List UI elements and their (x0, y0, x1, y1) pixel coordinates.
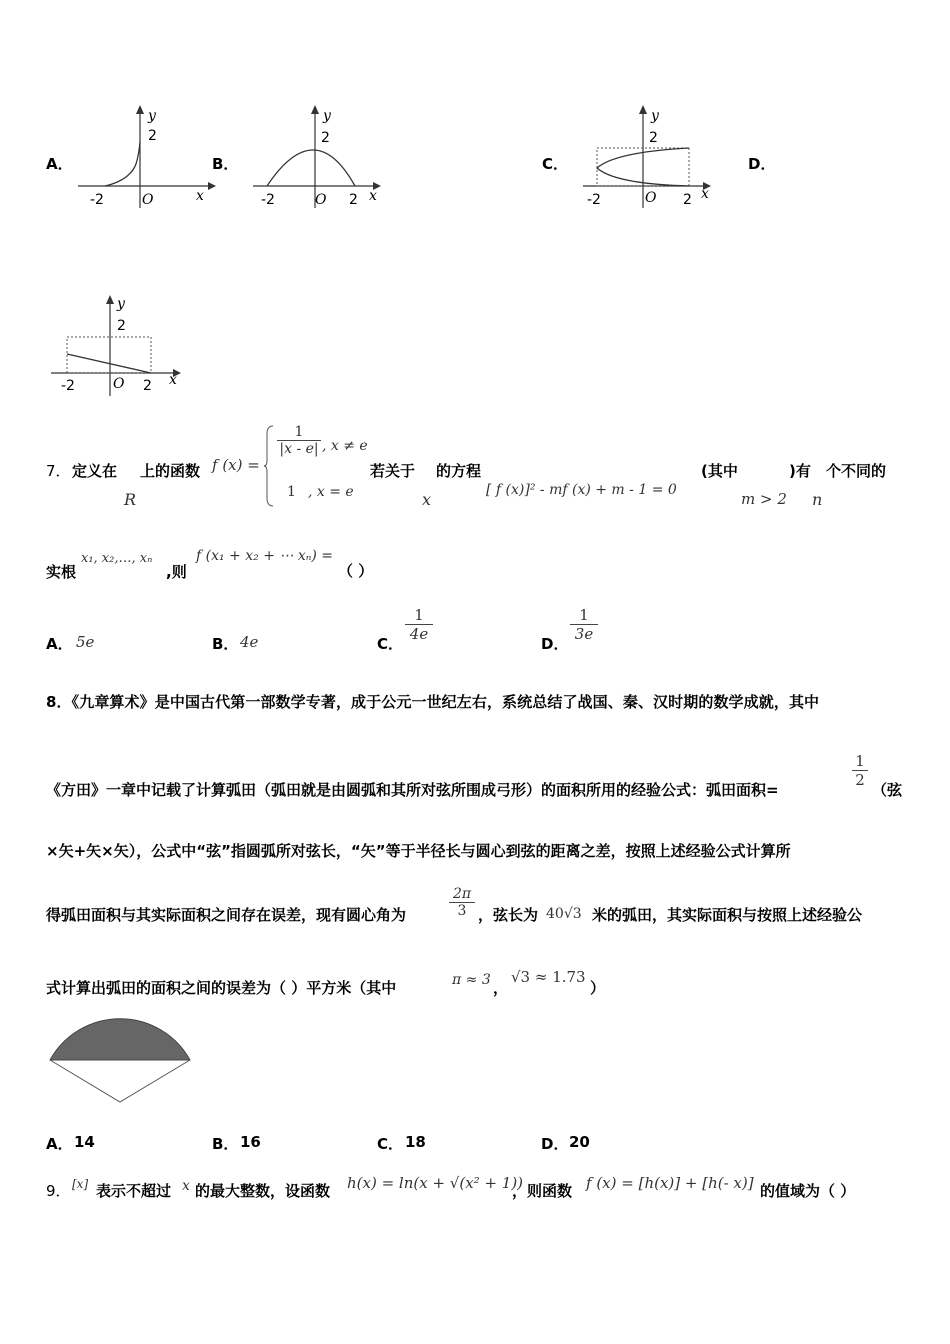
q8-chord: 40√3 (546, 906, 582, 922)
q9-text-3: ，则函数 (512, 1182, 573, 1200)
q8-sqrt-approx: √3 ≈ 1.73 (511, 968, 586, 986)
curve (267, 150, 355, 186)
q8-half-num: 1 (852, 752, 868, 771)
q7-option-b-value: 4e (240, 633, 259, 651)
q7-text-3: 若关于 (370, 462, 416, 480)
x-label: x (701, 186, 709, 202)
q8-half-den: 2 (855, 771, 865, 789)
y-label: y (651, 108, 659, 124)
q8-line-2: 《方田》一章中记载了计算弧田（弧田就是由圆弧和其所对弦所围成弓形）的面积所用的经验公式：弧田面积= (46, 781, 779, 799)
tick-2: 2 (148, 128, 157, 144)
q9-text-1: 表示不超过 (96, 1182, 172, 1200)
graph-b (245, 100, 395, 212)
arc-field-figure (44, 1018, 196, 1108)
piece1-condition: , x ≠ e (322, 438, 368, 454)
option-c-label: C． (542, 155, 569, 173)
q7-text-8: 实根 (46, 563, 77, 581)
q7-option-c-label: C． (377, 635, 404, 653)
tick-pos2: 2 (143, 378, 152, 394)
q8-line-4b: ，弦长为 (478, 906, 539, 924)
x-label: x (369, 188, 377, 204)
q7-option-c-num: 1 (405, 606, 433, 625)
origin-label: O (113, 376, 125, 392)
q8-comma: ， (493, 979, 509, 997)
q8-line-3: ×矢+矢×矢），公式中“弦”指圆弧所对弦长，“矢”等于半径长与圆心到弦的距离之差，按照上述经验公式计算所 (46, 842, 791, 860)
q8-option-b-label: B． (212, 1135, 239, 1153)
piecewise-brace-icon (264, 424, 274, 508)
q7-option-d-den: 3e (574, 625, 594, 643)
q7-option-d-num: 1 (570, 606, 598, 625)
option-b-label: B． (212, 155, 239, 173)
tick-pos2: 2 (683, 192, 692, 208)
q8-pi-approx: π ≈ 3 (452, 972, 491, 988)
q7-option-b-label: B． (212, 635, 239, 653)
q8-angle-num: 2π (449, 886, 475, 903)
q7-roots: x₁, x₂,…, xₙ (81, 551, 153, 566)
q8-line-1: 8．《九章算术》是中国古代第一部数学专著，成于公元一世纪左右，系统总结了战国、秦、汉时期的数学成就，其中 (46, 693, 820, 711)
q8-option-c-value: 18 (405, 1133, 426, 1151)
q8-option-c-label: C． (377, 1135, 404, 1153)
q9-text-2: 的最大整数，设函数 (195, 1182, 331, 1200)
tick-neg2: -2 (90, 192, 104, 208)
q7-option-d-fraction (570, 606, 598, 643)
q8-angle-den: 3 (457, 903, 467, 919)
q8-option-a-value: 14 (74, 1133, 95, 1151)
q7-domain: R (124, 490, 137, 509)
q9-number: 9． (46, 1182, 71, 1200)
q7-option-a-label: A． (46, 635, 73, 653)
q9-h-function: h(x) = ln(x + √(x² + 1)) (347, 1174, 524, 1192)
graph-a (70, 100, 220, 212)
y-arrow-icon (106, 295, 114, 304)
y-label: y (323, 108, 331, 124)
q7-expression: f (x₁ + x₂ + ⋯ xₙ) = (196, 548, 334, 564)
q7-text-7: 个不同的 (826, 462, 887, 480)
q7-condition: m > 2 (741, 490, 787, 508)
q8-option-b-value: 16 (240, 1133, 261, 1151)
q7-equation: [ f (x)]² - mf (x) + m - 1 = 0 (486, 482, 677, 498)
q8-option-d-value: 20 (569, 1133, 590, 1151)
q8-line-5-end: ） (590, 979, 606, 997)
q8-option-d-label: D． (541, 1135, 569, 1153)
q7-fx: f (x) = (212, 456, 260, 474)
tick-2: 2 (321, 130, 330, 146)
q9-f-function: f (x) = [h(x)] + [h(- x)] (586, 1174, 754, 1192)
q7-text-2: 上的函数 (140, 462, 201, 480)
q7-var-n: n (812, 490, 823, 509)
q7-option-c-den: 4e (409, 625, 429, 643)
q7-option-c-fraction (405, 606, 433, 643)
piece1-den: |x - e| (279, 441, 319, 457)
x-arrow-icon (208, 182, 216, 190)
origin-label: O (645, 190, 657, 206)
q7-number: 7． (46, 462, 71, 480)
tick-neg2: -2 (587, 192, 601, 208)
tick-neg2: -2 (61, 378, 75, 394)
tick-neg2: -2 (261, 192, 275, 208)
piece1-num: 1 (277, 424, 321, 441)
q7-answer-paren: （ ） (338, 562, 374, 580)
graph-c (575, 100, 725, 212)
y-arrow-icon (311, 105, 319, 114)
q8-line-4c: 米的弧田，其实际面积与按照上述经验公 (592, 906, 863, 924)
q7-text-1: 定义在 (72, 462, 118, 480)
q9-text-4: 的值域为（ ） (760, 1182, 856, 1200)
arc-segment (50, 1019, 190, 1060)
q7-text-9: ,则 (166, 563, 187, 581)
q8-line-5a: 式计算出弧田的面积之间的误差为（ ）平方米（其中 (46, 979, 397, 997)
option-a-label: A． (46, 155, 73, 173)
y-label: y (148, 108, 156, 124)
origin-label: O (315, 192, 327, 208)
radius-lines (50, 1060, 190, 1102)
graph-d (45, 290, 195, 402)
tick-2: 2 (649, 130, 658, 146)
q7-option-a-value: 5e (76, 633, 95, 651)
y-arrow-icon (639, 105, 647, 114)
piece2-condition: , x = e (308, 484, 354, 500)
q9-var-x: x (182, 1178, 190, 1194)
q7-text-4: 的方程 (436, 462, 482, 480)
q8-line-2-tail: （弦 (872, 781, 903, 799)
tick-pos2: 2 (349, 192, 358, 208)
piece1-fraction (277, 424, 321, 457)
q8-half-fraction (852, 752, 868, 789)
piece2-value: 1 (287, 484, 296, 500)
segment (67, 354, 151, 373)
q7-var-x: x (422, 490, 432, 509)
q8-angle-fraction (449, 886, 475, 919)
q8-option-a-label: A． (46, 1135, 73, 1153)
q7-option-d-label: D． (541, 635, 569, 653)
q8-line-4a: 得弧田面积与其实际面积之间存在误差，现有圆心角为 (46, 906, 407, 924)
q7-text-6: )有 (789, 462, 811, 480)
origin-label: O (142, 192, 154, 208)
q7-text-5: (其中 (701, 462, 738, 480)
x-label: x (196, 188, 204, 204)
y-label: y (117, 296, 125, 312)
q9-floor: [x] (72, 1177, 89, 1191)
dotted-box (67, 337, 151, 373)
option-d-label: D． (748, 155, 776, 173)
curve (105, 142, 140, 186)
y-arrow-icon (136, 105, 144, 114)
x-label: x (169, 372, 177, 388)
tick-2: 2 (117, 318, 126, 334)
